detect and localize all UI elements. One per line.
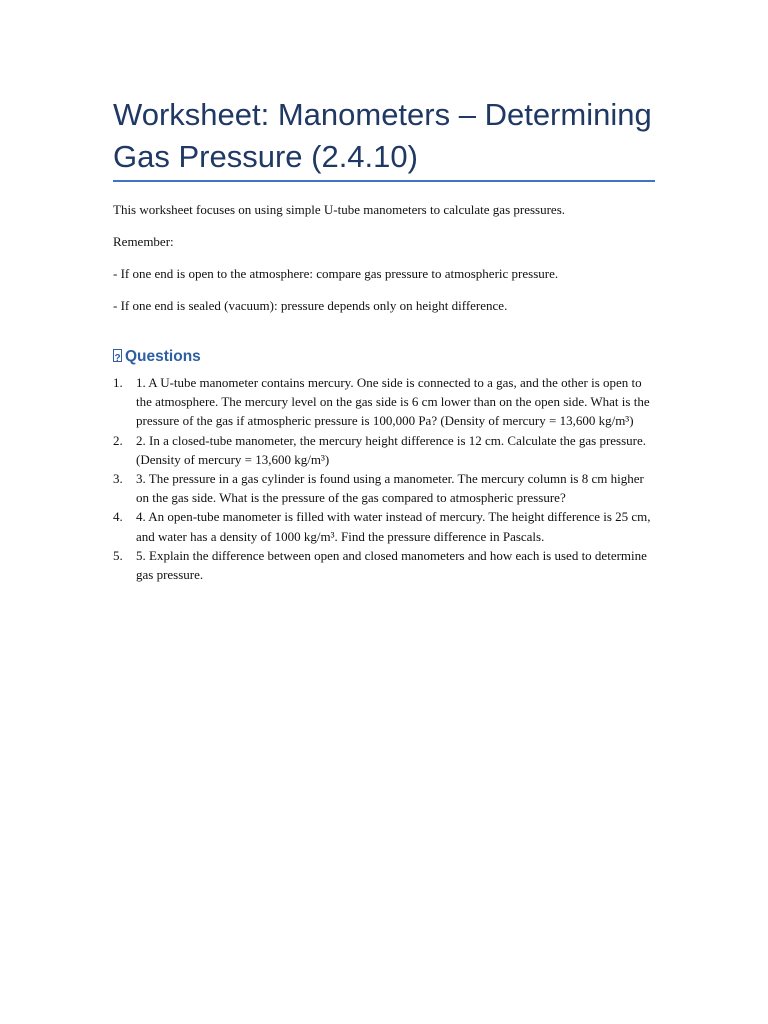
question-number: 1. bbox=[113, 375, 123, 390]
question-text: 5. Explain the difference between open and closed manometers and how each is used to determine gas pressure. bbox=[136, 547, 647, 583]
question-number: 3. bbox=[113, 471, 123, 487]
question-text: 4. An open-tube manometer is filled with water instead of mercury. The height difference is 25 cm, and water has a density of 1000 kg/m³. Find the pressure difference in Pascals. bbox=[136, 509, 651, 544]
intro-paragraph: This worksheet focuses on using simple U-tube manometers to calculate gas pressures. bbox=[113, 202, 565, 217]
questions-list bbox=[113, 373, 658, 584]
question-text: 2. In a closed-tube manometer, the mercury height difference is 12 cm. Calculate the gas pressure. (Density of mercury = 13,600 kg/m³) bbox=[136, 432, 647, 467]
question-item bbox=[113, 431, 658, 469]
question-number: 5. bbox=[113, 547, 123, 563]
remember-label: Remember: bbox=[113, 234, 174, 249]
question-text: 1. A U-tube manometer contains mercury. One side is connected to a gas, and the other is open to the atmosphere. The mercury level on the gas side is 6 cm lower than on the open side. What is the pressure of the gas if atmospheric pressure is 100,000 Pa? (Density of mercury = 13,600 kg/m³) bbox=[136, 375, 650, 429]
missing-glyph-icon bbox=[113, 349, 122, 362]
questions-heading bbox=[113, 346, 201, 368]
question-number: 2. bbox=[113, 432, 123, 448]
title-underline bbox=[113, 180, 655, 182]
question-item bbox=[113, 507, 658, 545]
question-text: 3. The pressure in a gas cylinder is found using a manometer. The mercury column is 8 cm higher on the gas side. What is the pressure of the gas compared to atmospheric pressure? bbox=[136, 471, 644, 506]
question-item bbox=[113, 469, 658, 507]
question-item bbox=[113, 373, 658, 431]
rule-open-end: - If one end is open to the atmosphere: compare gas pressure to atmospheric pressure. bbox=[113, 266, 559, 281]
question-number: 4. bbox=[113, 509, 123, 525]
document-title: Worksheet: Manometers – Determining Gas Pressure (2.4.10) bbox=[113, 97, 652, 174]
rule-sealed-end: - If one end is sealed (vacuum): pressure depends only on height difference. bbox=[113, 298, 508, 313]
question-item bbox=[113, 546, 658, 584]
questions-heading-label: Questions bbox=[125, 348, 201, 365]
